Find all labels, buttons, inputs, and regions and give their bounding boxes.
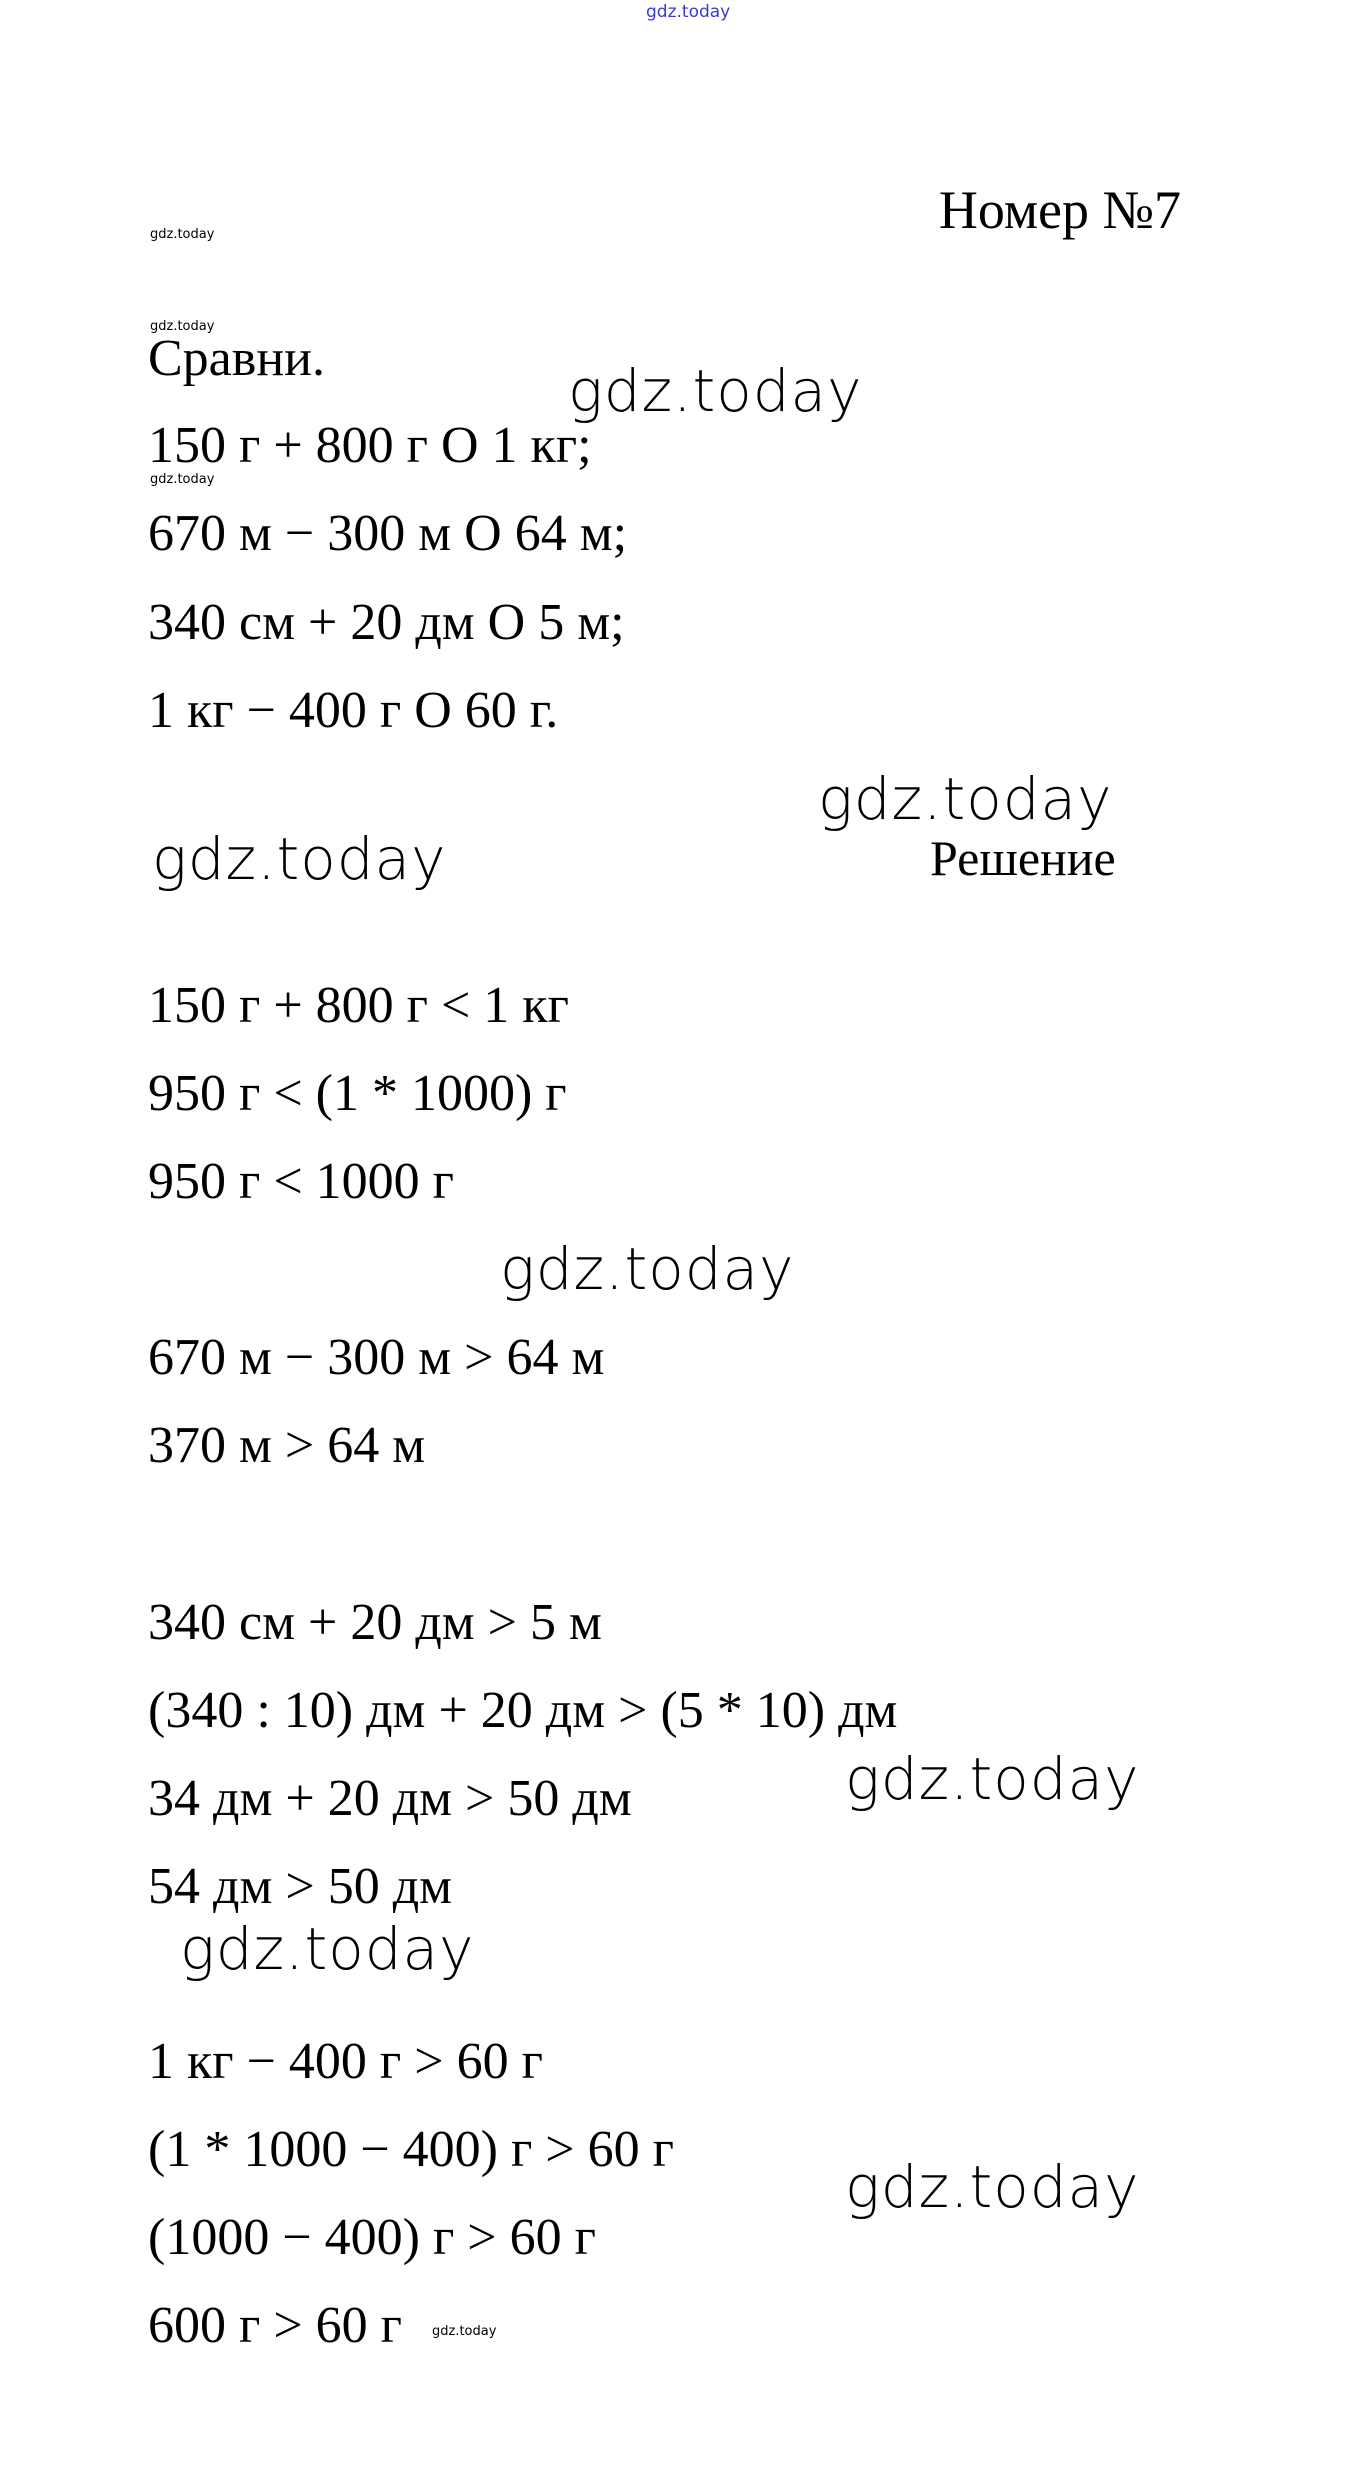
watermark-large: gdz.today bbox=[845, 1745, 1140, 1813]
task-line: 1 кг − 400 г О 60 г. bbox=[148, 682, 559, 739]
watermark-large: gdz.today bbox=[845, 2153, 1140, 2221]
watermark-large: gdz.today bbox=[180, 1915, 475, 1983]
problem-heading: Номер №7 bbox=[938, 180, 1181, 240]
solution-line: (340 : 10) дм + 20 дм > (5 * 10) дм bbox=[148, 1682, 898, 1739]
watermark-small: gdz.today bbox=[432, 2324, 497, 2339]
solution-title: Решение bbox=[930, 830, 1116, 886]
watermark-large: gdz.today bbox=[500, 1235, 795, 1303]
solution-line: 370 м > 64 м bbox=[148, 1417, 426, 1474]
watermark-small: gdz.today bbox=[150, 472, 215, 487]
solution-line: 600 г > 60 г bbox=[148, 2297, 402, 2354]
task-instruction: Сравни. bbox=[148, 330, 325, 387]
solution-line: 950 г < (1 * 1000) г bbox=[148, 1065, 567, 1122]
task-line: 150 г + 800 г О 1 кг; bbox=[148, 417, 592, 474]
solution-line: 950 г < 1000 г bbox=[148, 1153, 454, 1210]
solution-line: (1000 − 400) г > 60 г bbox=[148, 2209, 596, 2266]
watermark-small: gdz.today bbox=[150, 227, 215, 242]
solution-line: 54 дм > 50 дм bbox=[148, 1858, 453, 1915]
solution-line: 1 кг − 400 г > 60 г bbox=[148, 2033, 543, 2090]
solution-line: 34 дм + 20 дм > 50 дм bbox=[148, 1770, 632, 1827]
task-line: 340 см + 20 дм О 5 м; bbox=[148, 594, 625, 651]
solution-line: 670 м − 300 м > 64 м bbox=[148, 1329, 605, 1386]
watermark-large: gdz.today bbox=[152, 825, 447, 893]
solution-line: (1 * 1000 − 400) г > 60 г bbox=[148, 2121, 674, 2178]
watermark-small: gdz.today bbox=[150, 319, 215, 334]
task-line: 670 м − 300 м О 64 м; bbox=[148, 505, 628, 562]
solution-line: 150 г + 800 г < 1 кг bbox=[148, 977, 569, 1034]
solution-line: 340 см + 20 дм > 5 м bbox=[148, 1594, 602, 1651]
watermark-top: gdz.today bbox=[646, 2, 731, 22]
watermark-large: gdz.today bbox=[818, 765, 1113, 833]
watermark-large: gdz.today bbox=[568, 357, 863, 425]
